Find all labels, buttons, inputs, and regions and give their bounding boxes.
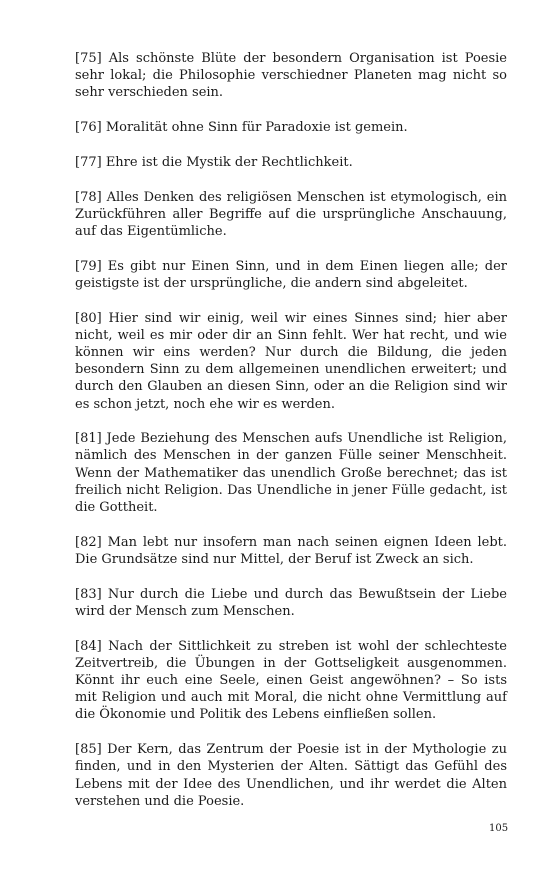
fragment-76: [76] Moralität ohne Sinn für Paradoxie ist gemein.: [75, 120, 408, 136]
fragment-84: [84] Nach der Sittlichkeit zu streben ist wohl der schlechteste Zeitvertreib, die Übungen in der Gottseligkeit ausgenommen. Könnt ihr euch eine Seele, einen Geist angewöhnen? – So ists mit Religion und auch mit Moral, die nicht ohne Vermittlung auf die Ökonomie und Politik des Lebens einfließen sollen.: [75, 638, 507, 723]
fragment-75: [75] Als schönste Blüte der besondern Organisation ist Poesie sehr lokal; die Philosophie verschiedner Planeten mag nicht so sehr verschieden sein.: [75, 51, 507, 101]
page-number: 105: [489, 823, 509, 834]
fragment-83: [83] Nur durch die Liebe und durch das Bewußtsein der Liebe wird der Mensch zum Menschen.: [75, 586, 507, 619]
fragment-85: [85] Der Kern, das Zentrum der Poesie ist in der Mythologie zu finden, und in den Mysterien der Alten. Sättigt das Gefühl des Lebens mit der Idee des Unendlichen, und ihr werdet die Alten verstehen und die Poesie.: [75, 742, 507, 809]
fragment-78: [78] Alles Denken des religiösen Menschen ist etymologisch, ein Zurückführen aller Begriffe auf die ursprüngliche Anschauung, auf das Eigentümliche.: [75, 189, 507, 239]
fragment-77: [77] Ehre ist die Mystik der Rechtlichkeit.: [75, 154, 353, 170]
page-body: [75, 50, 507, 827]
fragment-81: [81] Jede Beziehung des Menschen aufs Unendliche ist Religion, nämlich des Menschen in der ganzen Fülle seiner Menschheit. Wenn der Mathematiker das unendlich Große berechnet; das ist freilich nicht Religion. Das Unendliche in jener Fülle gedacht, ist die Gottheit.: [75, 431, 507, 516]
fragment-82: [82] Man lebt nur insofern man nach seinen eignen Ideen lebt. Die Grundsätze sind nur Mittel, der Beruf ist Zweck an sich.: [75, 534, 507, 567]
fragment-79: [79] Es gibt nur Einen Sinn, und in dem Einen liegen alle; der geistigste ist der ursprüngliche, die andern sind abgeleitet.: [75, 258, 507, 291]
fragment-80: [80] Hier sind wir einig, weil wir eines Sinnes sind; hier aber nicht, weil es mir oder dir an Sinn fehlt. Wer hat recht, und wie können wir eins werden? Nur durch die Bildung, die jeden besondern Sinn zu dem allgemeinen unendlichen erweitert; und durch den Glauben an diesen Sinn, oder an die Religion sind wir es schon jetzt, noch ehe wir es werden.: [75, 310, 507, 412]
